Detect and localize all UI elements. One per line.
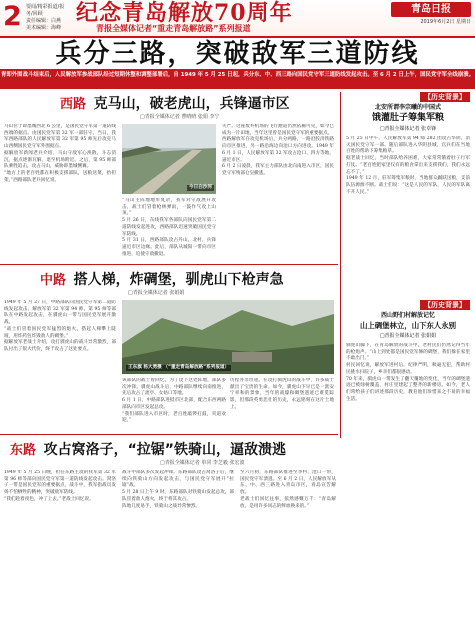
west-col-2: “马山主阵地地形复杂，我军对守敌展开攻击，战士们冒着枪林弹雨，一鼓作气攻上山顶。” 5 月 26 日，东线我军各部队向国民党军第二道防线发起进攻，西路部队迅速突破国民党守军防线。 5 月 31 日，西路部队攻占丹山、北村，兵锋逼近市区边缘。此后，部队从城阳一带向市区推进，迫使守敌撤退。 [122, 198, 216, 257]
mountain-photo [122, 300, 334, 374]
east-col-1: 1949 年 5 月 25 日晚，担任东路主攻的我军第 32 军第 96 师等部向国民党守军第一道防线发起攻击。窝洛子一带是国民党军的重要据点，战斗中，我军指战员发扬不怕牺牲的精神，突破敌军防线。 “我们趁着夜色，冲了上去。”老战士回忆说。 [4, 470, 116, 502]
page-number: 2 [3, 1, 22, 32]
edition-tags: 要闻/精彩报道/报务/回顾 责任编辑：白燕 美术编辑：海峰 [26, 4, 65, 31]
side2-title-2: 山上碉堡林立，山下东人永别 [359, 321, 457, 330]
east-tag: 东路 [10, 443, 37, 458]
center-photo [122, 300, 334, 374]
side1-byline: □青报全媒体记者 张卓锋 [379, 126, 437, 132]
west-col-1: 马山位于即墨城西北 6 公里，是国民党守军第一道防线西端的据点。由国民党军第 32 军一部驻守。当日，我军西路部队的人民解放军第 32 军第 95 师先后攻克马山西侧国民党守军外围据点。 据解放军新闻老兵介绍，马山守敌军心涣散，斗志消沉，据点逐渐瓦解，退至机场附近。之后，第 95 师部队乘胜追击，攻占马山，威胁即墨城侧翼。 “地方上的老百姓都在积极支援部队，送粮送菜，抬担架，”西路部队老兵回忆说。 [4, 124, 116, 183]
side1-tag: 【历史背景】 [420, 92, 470, 102]
main-subtitle-bar [0, 69, 475, 89]
center-heading [40, 272, 284, 288]
masthead [0, 0, 475, 36]
west-tag: 西路 [60, 97, 87, 112]
west-col-3: 失严。这座废弃机场的飞行跑道仍然依稀可见，如今已成为一片田地，当年这里曾是国民党守军的重要据点。 西路解放军在攻克机场后，兵分两路，一路沿胶济铁路向市区推进，另一路沿海边向沧口方向进攻。1949 年 6 月 1 日，人民解放军第 32 军攻占沧口、四方等地，逼近市区。 6 月 2 日凌晨，我军主力部队由北向南进入市区，国民党守军残部仓皇撤逃。 [222, 124, 334, 176]
west-byline: □青报全媒体记者 曹晴晴 张娟 李宁 [140, 114, 220, 120]
main-subtitle: 青即外围战斗结束后，人民解放军参战部队经过短期休整和调整部署后，自 1949 年 5 月 25 日起，兵分东、中、西三路向国民党守军三道防线发起攻击。至 6 月 2 日上午，国民党守军全线崩溃。 [1, 72, 474, 78]
header-divider [0, 36, 475, 38]
center-photo-caption: 王东旗 杨大勇摄 （“重走青岛解放路”系列报道） [128, 365, 230, 370]
center-byline: □青报全媒体记者 张娟娟 [128, 290, 185, 296]
center-col-2: 该部队的战士曾回忆，为了攻下这处阵地，部队多次冲锋。驯虎山战斗后，中路部队继续向南推进，先后攻占了流亭、女姑口等地。 6 月 1 日，中路部队进抵市区北部，配合东西两路部队向市区发起总攻。 “我们部队进入市区时，老百姓敲锣打鼓，夹道欢迎。” [122, 378, 226, 424]
center-col-1: 1949 年 5 月 27 日，中路部队向国民党守军第二道防线发起攻击。解放军第 32 军第 94 师、第 95 师等部队在中路发起攻击，在驯虎山一带与国民党军展开激战。 “战士们冒着国民党军猛烈的炮火，搭起人梯攀上陡坡，用炸药包炸毁敌人的碉堡。” 据解放军老战士介绍，攻打驯虎山的战斗异常激烈，部队付出了很大代价，终于攻占了这处要点。 [4, 300, 116, 352]
newspaper-logo: 青岛日报 [391, 2, 471, 17]
east-col-3: 至六月初，东路部队推进至李村、沧口一带，国民党守军溃逃。至 6 月 2 日，人民解放军从东、中、西三路进入青岛市区，青岛宣告解放。 老战士们回忆往事，依然感慨万千：“青岛解放，是用许多同志的鲜血换来的。” [240, 470, 336, 509]
airfield-photo [122, 124, 216, 194]
section-divider [0, 264, 338, 265]
side1-body: 5 月 25 日中午，人民解放军第 94 师 282 团攻占华阴，消灭国民党守军一部。随后部队进入华阴县城，官兵们在当地百姓的帮助下筹集粮草。 据老战士回忆，当时部队给养困难，大家常常饿着肚子行军打仗。“老百姓把家里仅有的粮食拿出来支援我们，我们永远忘不了。” 1949 年 12 月，驻军筹集军粮时，当地群众踊跃送粮，支前队伍源源不断。战士们说：“这是人民的军队，人民的军队离不开人民。” [346, 136, 470, 195]
east-heading [10, 442, 286, 458]
west-heading [60, 96, 290, 112]
banner-subtitle: 青报全媒体记者“重走青岛解放路”系列报道 [96, 24, 251, 33]
sidebar-box-1 [344, 92, 472, 296]
side1-title-1: 北安所谓李宗曦的中国式 [374, 104, 441, 111]
main-headline: 兵分三路，突破敌军三道防线 [55, 39, 420, 69]
east-byline: □青报全媒体记者 单同 李芝毅 张宏波 [160, 460, 245, 466]
sidebar-box-2 [344, 300, 472, 620]
east-headline: 攻占窝洛子，“拉锯”铁骑山，逼敌溃逃 [43, 442, 287, 458]
west-photo-caption: 今日白沙河 [189, 185, 212, 190]
side2-byline: □青报全媒体记者 张娟娟 [379, 333, 437, 339]
side1-title-2: 饿灌肚子筹集军粮 [371, 113, 444, 123]
column-divider [340, 92, 341, 438]
side2-title-1: 西山野们村解放记忆 [380, 312, 435, 319]
center-headline: 搭人梯，炸碉堡，驯虎山下枪声急 [73, 272, 284, 288]
center-col-3: 历程并非坦途。在攻打驯虎山的战斗中，许多战士献出了宝贵的生命。如今，驯虎山下早已是一派安宁祥和的景象，当年的战壕和碉堡遗迹已难觅踪影，但那段英勇悲壮的历史，永远铭刻在这片土地上。 [230, 378, 334, 410]
side2-tag: 【历史背景】 [420, 300, 470, 310]
west-headline: 克马山，破老虎山，兵锋逼市区 [93, 96, 290, 112]
center-tag: 中路 [40, 273, 67, 288]
west-section [0, 92, 338, 262]
issue-date: 2019年6月2日 星期日 [420, 19, 471, 25]
center-section [0, 266, 338, 432]
side2-body: 驯虎山脚下，在青岛解放的战斗中，老村民们仍然记得当年的枪炮声。“山上到处都是国民党军修的碉堡，我们躲在家里不敢出门。” 村民回忆说，解放军进村后，纪律严明，秋毫无犯，帮助村民挑水扫院子，乡亲们都很感动。 70 年来，驯虎山一带发生了翻天覆地的变化，当年的碉堡遗迹已被绿树覆盖，村庄里建起了整齐的新楼房。如今，老人们常给孩子们讲述那段历史，教育他们珍惜来之不易的幸福生活。 [346, 343, 470, 402]
east-col-2: 战斗中部队多次发起冲锋。东路部队攻占窝洛子后，继续向铁骑山方向发起攻击，与国民党守军展开“拉锯”战。 5 月 28 日上午 9 时，东路部队对铁骑山发起总攻，部队冒着敌人炮火，终于将其攻占。 阵地几度易手，铁骑山之战异常惨烈。 [122, 470, 234, 509]
banner-title: 纪念青岛解放70周年 [76, 0, 293, 26]
west-photo [122, 124, 216, 194]
anniversary-banner [70, 0, 390, 36]
section-divider [0, 434, 338, 435]
